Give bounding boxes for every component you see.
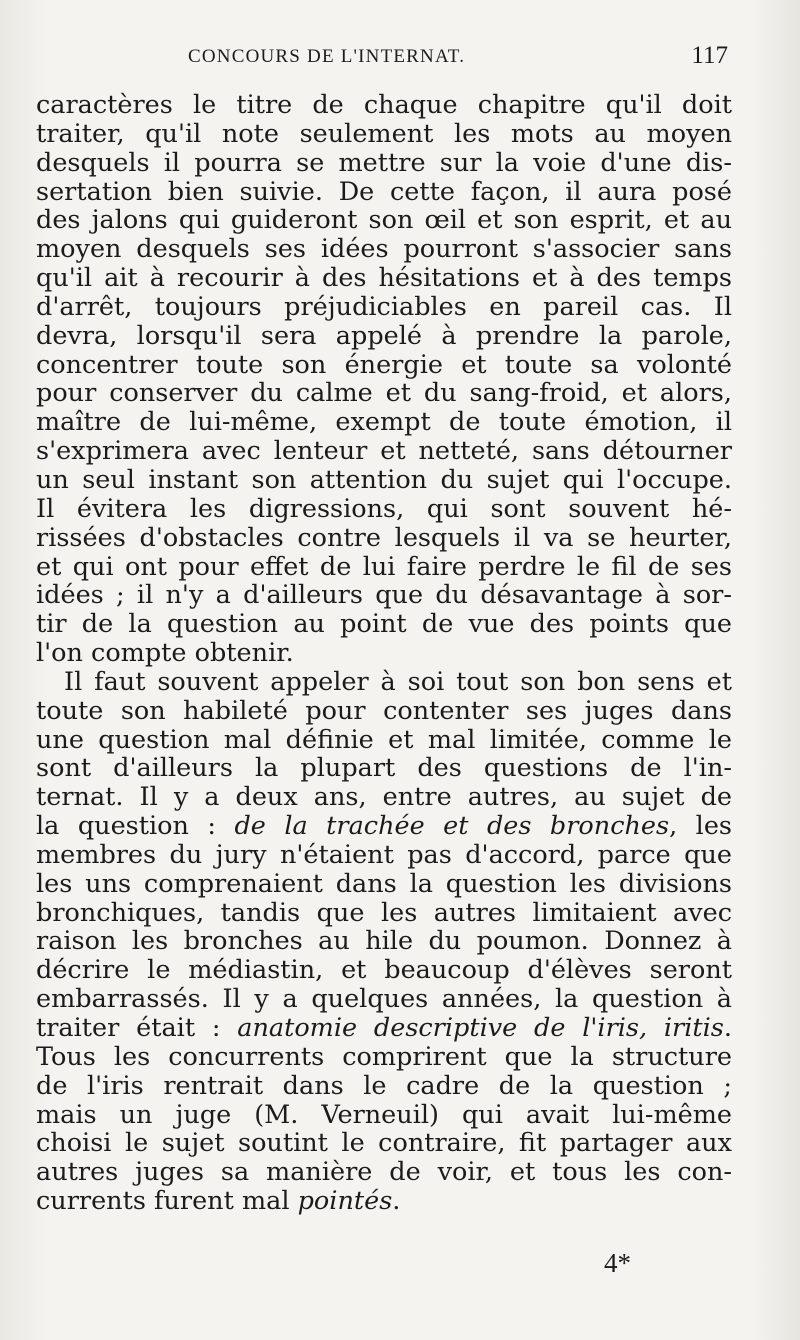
text-line: concentrer toute son énergie et toute sa volonté (36, 349, 732, 380)
text-line (36, 812, 732, 841)
text-line: idées ; il n'y a d'ailleurs que du désavantage à sor- (36, 580, 732, 611)
page-header (38, 42, 728, 76)
text-line: caractères le titre de chaque chapitre qu'il doit (36, 90, 732, 120)
line-text-segment: . (723, 1013, 732, 1043)
text-line: un seul instant son attention du sujet qui l'occupe. (36, 464, 732, 495)
text-line: décrire le médiastin, et beaucoup d'élèves seront (36, 955, 732, 986)
text-line: Tous les concurrents comprirent que la structure (36, 1041, 732, 1072)
line-italic-segment: de la trachée et des bronches (234, 811, 670, 842)
text-line (36, 1187, 732, 1216)
text-line: s'exprimera avec lenteur et netteté, sans détourner (36, 436, 732, 467)
text-line: d'arrêt, toujours préjudiciables en pareil cas. Il (36, 291, 732, 322)
text-line (36, 1014, 732, 1043)
text-line: choisi le sujet soutint le contraire, fit partager aux (36, 1128, 732, 1159)
text-line: Il évitera les digressions, qui sont souvent hé- (36, 493, 732, 524)
text-line: tir de la question au point de vue des points que (36, 609, 732, 640)
body-text (36, 91, 732, 1216)
running-title: CONCOURS DE L'INTERNAT. (188, 46, 466, 67)
text-line: bronchiques, tandis que les autres limitaient avec (36, 897, 732, 928)
line-text-segment: traiter était : (36, 1013, 238, 1043)
text-line: membres du jury n'étaient pas d'accord, parce que (36, 839, 732, 870)
line-text-segment: . (392, 1186, 401, 1217)
text-line: les uns comprenaient dans la question les divisions (36, 868, 732, 899)
text-line: maître de lui-même, exempt de toute émotion, il (36, 407, 732, 438)
text-line: sont d'ailleurs la plupart des questions de l'in- (36, 753, 732, 784)
signature-mark: 4* (604, 1248, 631, 1278)
line-text-segment: la question : (36, 811, 235, 842)
text-line: sertation bien suivie. De cette façon, il aura posé (36, 176, 732, 207)
text-line: mais un juge (M. Verneuil) qui avait lui-même (36, 1099, 732, 1130)
text-line: qu'il ait à recourir à des hésitations et à des temps (36, 263, 732, 294)
text-line: l'on compte obtenir. (36, 638, 294, 669)
text-line: et qui ont pour effet de lui faire perdre le fil de ses (36, 551, 732, 582)
text-line: moyen desquels ses idées pourront s'associer sans (36, 234, 732, 265)
text-line: une question mal définie et mal limitée, comme le (36, 724, 732, 755)
text-line: devra, lorsqu'il sera appelé à prendre la parole, (36, 320, 732, 351)
text-line: rissées d'obstacles contre lesquels il va se heurter, (36, 522, 732, 553)
line-italic-segment: pointés (297, 1186, 393, 1217)
text-line: raison les bronches au hile du poumon. Donnez à (36, 926, 732, 957)
text-line: ternat. Il y a deux ans, entre autres, au sujet de (36, 782, 732, 813)
line-italic-segment: anatomie descriptive de l'iris, iritis (237, 1013, 724, 1043)
text-line: toute son habileté pour contenter ses juges dans (36, 695, 732, 726)
line-text-segment: currents furent mal (36, 1186, 298, 1217)
text-line: desquels il pourra se mettre sur la voie d'une dis- (36, 147, 732, 178)
text-line: traiter, qu'il note seulement les mots au moyen (36, 118, 732, 149)
text-line: des jalons qui guideront son œil et son esprit, et au (36, 205, 732, 236)
text-line: Il faut souvent appeler à soi tout son bon sens et (64, 666, 732, 697)
line-text-segment: , les (669, 811, 732, 842)
text-line: autres juges sa manière de voir, et tous les con- (36, 1157, 732, 1188)
text-line: de l'iris rentrait dans le cadre de la question ; (36, 1070, 732, 1101)
text-line: pour conserver du calme et du sang-froid, et alors, (36, 378, 732, 409)
text-line: embarrassés. Il y a quelques années, la question à (36, 984, 732, 1015)
page-number: 117 (691, 42, 728, 69)
